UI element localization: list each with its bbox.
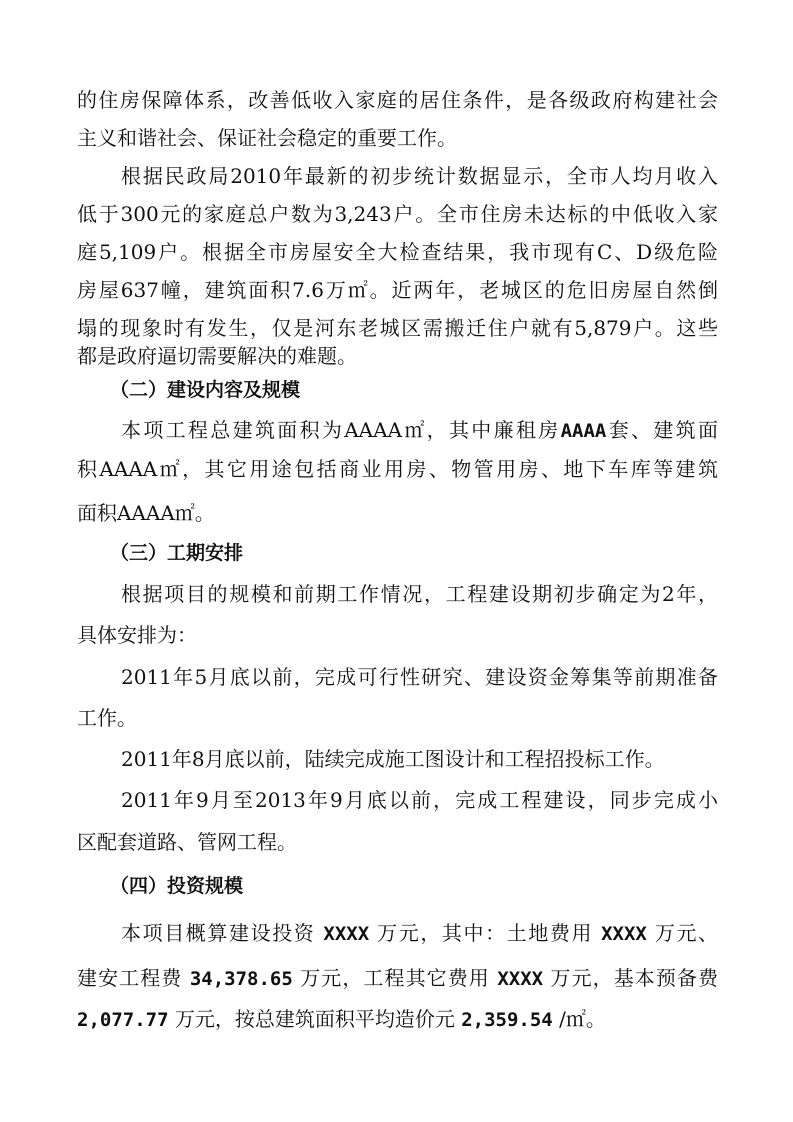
paragraph-line: 低于300元的家庭总户数为3,243户。全市住房未达标的中低收入家 [77,202,718,226]
bold-value: 2,077.77 [77,1009,169,1031]
paragraph-line [77,1004,718,1034]
paragraph-line: 面积AAAA㎡。 [77,501,215,525]
paragraph-line: 具体安排为： [77,623,197,647]
text-segment: /㎡。 [559,1007,606,1031]
bold-value: XXXX [497,968,544,990]
paragraph-line: 2011年5月底以前，完成可行性研究、建设资金筹集等前期准备 [121,665,718,689]
section-heading-schedule: （三）工期安排 [110,542,244,564]
paragraph-line [121,918,718,948]
paragraph-line: 积AAAA㎡，其它用途包括商业用房、物管用房、地下车库等建筑 [77,457,718,481]
text-segment: 万元、 [654,921,719,945]
paragraph-line: 都是政府逼切需要解决的难题。 [77,344,357,368]
text-segment: 万元，按总建筑面积平均造价元 [174,1007,455,1031]
paragraph-line: 工作。 [77,706,137,730]
section-heading-construction-scope: （二）建设内容及规模 [110,379,301,401]
paragraph-line: 根据项目的规模和前期工作情况，工程建设期初步确定为2年， [121,582,718,606]
paragraph-line: 塌的现象时有发生，仅是河东老城区需搬迁住户就有5,879户。这些 [77,316,718,340]
bold-value: XXXX [601,923,647,945]
paragraph-line: 的住房保障体系，改善低收入家庭的居住条件，是各级政府构建社会 [77,88,718,112]
text-segment: 万元，其中：土地费用 [377,921,594,945]
text-segment: 建安工程费 [77,966,183,990]
text-segment: 万元，基本预备费 [550,966,719,990]
text-segment: 套、建筑面 [606,418,718,442]
text-segment: 本项目概算建设投资 [121,921,316,945]
section-heading-investment: （四）投资规模 [110,875,244,897]
paragraph-line: 根据民政局2010年最新的初步统计数据显示，全市人均月收入 [121,164,718,188]
bold-value: 2,359.54 [461,1009,553,1031]
paragraph-line: 2011年8月底以前，陆续完成施工图设计和工程招投标工作。 [121,747,665,771]
paragraph-line [121,415,718,445]
bold-value: 34,378.65 [189,968,293,990]
bold-value: AAAA [560,420,607,442]
paragraph-line: 区配套道路、管网工程。 [77,830,297,854]
paragraph-line: 庭5,109户。根据全市房屋安全大检查结果，我市现有C、D级危险 [77,240,718,264]
text-segment: 万元，工程其它费用 [300,966,490,990]
paragraph-line: 2011年9月至2013年9月底以前，完成工程建设，同步完成小 [121,788,718,812]
paragraph-line: 主义和谐社会、保证社会稳定的重要工作。 [77,126,457,150]
paragraph-line: 房屋637幢，建筑面积7.6万㎡。近两年，老城区的危旧房屋自然倒 [77,278,718,302]
text-segment: 本项工程总建筑面积为AAAA㎡，其中廉租房 [121,418,561,442]
bold-value: XXXX [323,923,370,945]
paragraph-line [77,963,718,993]
